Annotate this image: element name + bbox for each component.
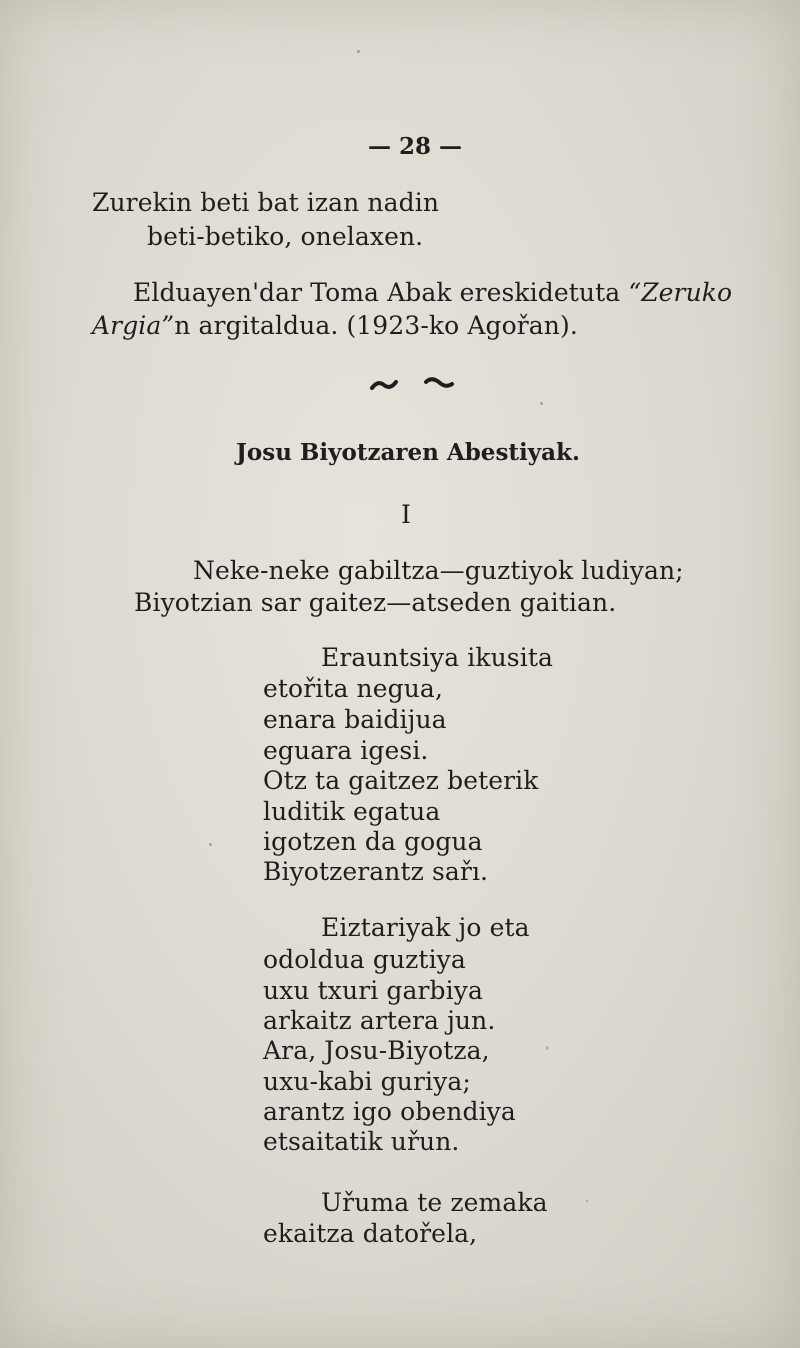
verse-line: arkaitz artera jun.	[263, 1006, 496, 1035]
refrain-line: Biyotzian sar gaitez—atseden gaitian.	[134, 588, 617, 617]
paper-speck	[357, 50, 360, 53]
note-italic-title: Argia”	[92, 311, 175, 340]
verse-line: Otz ta gaitzez beterik	[263, 766, 539, 795]
section-numeral: I	[401, 500, 411, 529]
section-heading: Josu Biyotzaren Abestiyak.	[236, 439, 580, 466]
paper-speck	[540, 402, 543, 405]
note-italic-title: “Zeruko	[628, 278, 733, 307]
note-text: Elduayen'dar Toma Abak ereskidetuta	[133, 278, 629, 307]
verse-line: etsaitatik uřun.	[263, 1127, 460, 1156]
verse-line: arantz igo obendiya	[263, 1097, 516, 1126]
paper-speck	[546, 1046, 548, 1050]
note-line-1	[133, 278, 732, 308]
verse-line: Ara, Josu-Biyotza,	[263, 1036, 490, 1065]
intro-line: Zurekin beti bat izan nadin	[92, 188, 440, 217]
refrain-line: Neke-neke gabiltza—guztiyok ludiyan;	[193, 556, 684, 585]
note-line-2	[92, 311, 578, 341]
verse-line: uxu-kabi guriya;	[263, 1067, 471, 1096]
paper-speck	[209, 843, 212, 846]
paper-speck	[586, 1200, 588, 1202]
page-number: — 28 —	[367, 133, 463, 160]
verse-line: odoldua guztiya	[263, 945, 466, 974]
verse-line: Biyotzerantz sařı.	[263, 857, 489, 886]
note-text: n argitaldua. (1923-ko Agořan).	[174, 311, 578, 340]
verse-line: eguara igesi.	[263, 736, 429, 765]
verse-line: ekaitza datořela,	[263, 1219, 478, 1248]
verse-line: Eiztariyak jo eta	[321, 913, 530, 942]
decorative-flourish-icon	[368, 372, 458, 396]
verse-line: Uřuma te zemaka	[321, 1188, 548, 1217]
verse-line: etořita negua,	[263, 674, 443, 703]
verse-line: enara baidijua	[263, 705, 447, 734]
verse-line: Erauntsiya ikusita	[321, 643, 553, 672]
verse-line: igotzen da gogua	[263, 827, 483, 856]
verse-line: uxu txuri garbiya	[263, 976, 483, 1005]
verse-line: luditik egatua	[263, 797, 441, 826]
intro-line: beti-betiko, onelaxen.	[147, 222, 424, 251]
